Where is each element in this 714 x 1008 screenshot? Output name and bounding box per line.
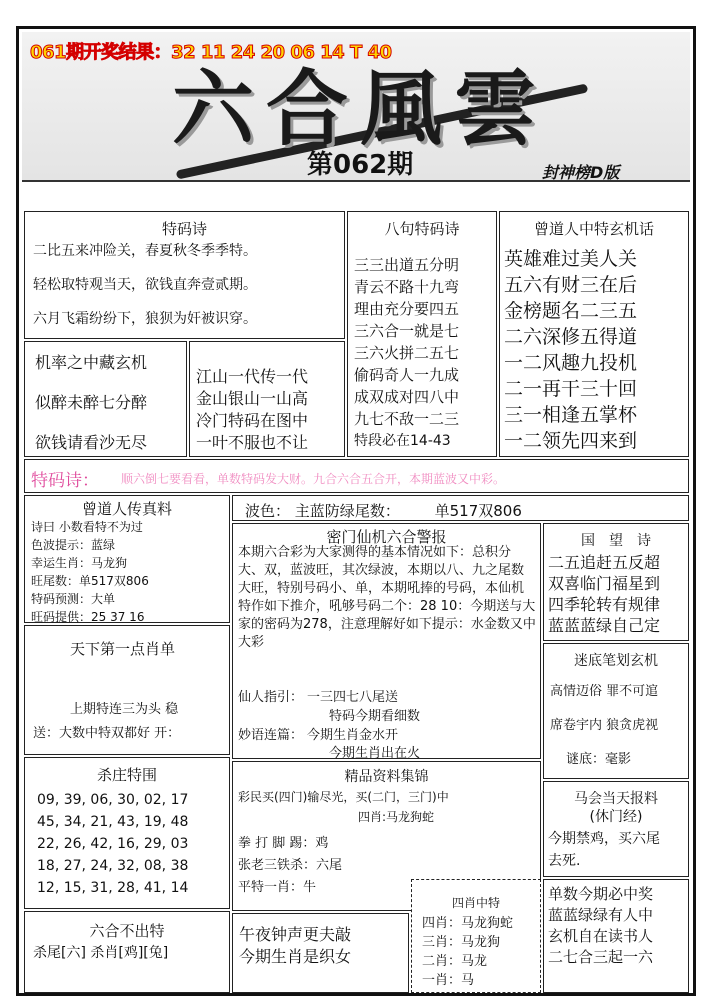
mahui-line: 今期禁鸡，买六尾 [548,831,660,847]
tema-shi-line: 六月飞霜纷纷下，狼狈为奸被识穿。 [33,311,257,327]
tianxia-line: 上期特连三为头 稳 [70,702,179,717]
mahui-box [543,781,689,877]
guowang-line: 蓝蓝蓝绿自己定 [548,616,661,635]
mahui-subtitle: (休门经) [589,809,643,825]
baju-line: 三三出道五分明 [354,256,460,274]
baju-line: 三六合一就是七 [354,322,460,340]
danshu-line: 二七合三起一六 [548,948,654,966]
xuanji-line: 一二风趣九投机 [504,352,638,374]
sixiao-row: 一肖：马 [422,973,475,988]
tema-shi-line: 轻松取特观当天，欲钱直奔壹贰期。 [33,277,257,293]
jingpin-line: 张老三铁杀：六尾 [238,858,343,873]
miao-label: 妙语连篇： [238,728,304,743]
sixiao-box [411,879,541,993]
zhiyin-line: 一三四七八尾送 [307,690,399,705]
mahui-title: 马会当天报料 [574,791,658,807]
left-poem-line: 似醉未醉七分醉 [35,393,148,412]
miao-line: 今期生肖金水开 [307,728,399,743]
zengdao-value: 大单 [91,592,116,606]
midi-title: 迷底笔划玄机 [574,653,658,669]
mimen-box [232,523,541,759]
shazhuang-row: 45, 34, 21, 43, 19, 48 [37,814,189,830]
tianxia-line: 送：大数中特双都好 开： [33,726,181,741]
sixiao-title: 四肖中特 [451,896,500,910]
sixiao-row: 二肖：马龙 [422,954,488,969]
baju-line: 三六火拼二五七 [354,344,460,362]
zengdao-key: 旺尾数： [31,574,80,588]
mimen-body: 本期六合彩为大家测得的基本情况如下：总积分大、双，蓝波旺，其次绿波，本期以八、九之尾数大旺，特别号码小、单，本期吼捧的号码，本仙机特作如下推介，吼够号码二个：28 10：今期送与大家的密码为278，注意理解好如下提示：水金数又中大彩 [238,545,536,650]
tema-banner [24,459,689,493]
midi-box [543,643,689,779]
baju-line: 特段必在14-43 [354,433,451,449]
jingpin-title: 精品资料集锦 [344,769,429,785]
midi-answer-label: 谜底： [566,752,606,767]
midi-line: 席卷宇内 狼贪虎视 [550,718,659,733]
wuye-line: 今期生肖是织女 [239,947,352,966]
left-poem-line: 欲钱请看沙无尽 [35,433,148,452]
tianxia-box [24,625,230,755]
mid-poem-line: 冷门特码在图中 [196,411,309,430]
shazhuang-row: 12, 15, 31, 28, 41, 14 [37,880,189,896]
sixiao-row: 四肖：马龙狗蛇 [422,916,514,931]
mid-poem-line: 一叶不服也不让 [196,433,309,452]
mahui-line: 去死. [548,853,581,869]
xuanji-line: 一二领先四来到 [504,430,638,452]
issue-number: 第062期 [307,150,414,180]
xuanji-line: 五六有财三在后 [504,274,638,296]
zhiyin-label: 仙人指引： [238,690,304,705]
logo-title: 六合風雲 [172,61,549,157]
zengdao-key: 幸运生肖： [31,556,92,570]
zhiyin-line: 特码今期看细数 [329,709,421,724]
jingpin-line: 彩民买(四门)输尽光，买(二门，三门)中 [238,790,449,804]
danshu-line: 玄机自在读书人 [548,927,654,945]
buchu-text: 杀尾[六] 杀肖[鸡][兔] [33,945,169,961]
page-frame [16,26,696,996]
tema-banner-text: 顺六倒七要看看，单数特码发大财。九合六合五合开，本期蓝波又中彩。 [121,472,506,486]
tema-shi-title: 特码诗 [161,220,207,238]
baju-line: 九七不敌一二三 [354,410,460,428]
shazhuang-box [24,757,230,909]
bose-value: 主蓝防绿 [294,502,355,520]
shazhuang-row: 18, 27, 24, 32, 08, 38 [37,858,189,874]
guowang-line: 四季轮转有规律 [548,595,661,614]
mid-poem-box [189,341,345,457]
left-poem-box [24,341,187,457]
xuanji-line: 二六深修五得道 [504,326,638,348]
tema-banner-label: 特码诗： [31,471,99,491]
zengdao-box [24,495,230,623]
shazhuang-row: 22, 26, 42, 16, 29, 03 [37,836,189,852]
baju-line: 偷码奇人一九成 [354,366,460,384]
mid-poem-line: 金山银山一山高 [196,389,309,408]
sixiao-row: 三肖：马龙狗 [422,935,501,950]
zengdao-value: 马龙狗 [91,556,128,570]
xuanji-line: 三一相逢五掌杯 [504,404,638,426]
jingpin-line: 平特一肖：牛 [238,880,317,895]
guowang-title: 国 望 诗 [581,533,651,549]
zengdao-value: 小数看特不为过 [58,520,143,534]
xuanji-line: 二一再干三十回 [504,378,638,400]
guowang-line: 双喜临门福星到 [548,574,661,593]
guowang-line: 二五追赶五反超 [548,553,661,572]
wuye-box [232,913,409,993]
wuye-line: 午夜钟声更夫敲 [239,925,352,944]
bose-label: 波色： [245,502,291,520]
zengdao-value: 单517双806 [79,574,149,588]
midi-answer: 毫影 [605,752,632,767]
baju-box [347,211,497,457]
shazhuang-row: 09, 39, 06, 30, 02, 17 [37,792,189,808]
shazhuang-title: 杀庄特围 [96,766,157,784]
baju-title: 八句特码诗 [384,220,460,238]
danshu-box [543,879,689,993]
buchu-box [24,911,230,993]
baju-line: 青云不路十九弯 [354,278,460,296]
weishu-label: 尾数： [354,502,400,520]
jingpin-line: 拳 打 脚 踢：鸡 [238,836,329,851]
zengdao-title: 曾道人传真料 [81,500,172,518]
mid-poem-line: 江山一代传一代 [196,367,309,386]
bose-bar [232,495,689,521]
xuanji-line: 英雄难过美人关 [504,248,638,270]
tema-shi-line: 二比五来冲险关，春夏秋冬季季特。 [33,243,257,259]
miao-line: 今期生肖出在火 [329,746,421,761]
guowang-box [543,523,689,641]
baju-line: 成双成对四八中 [354,388,460,406]
header-banner [22,32,690,182]
zengdao-key: 特码预测： [31,592,92,606]
zengdao-key: 诗曰 [31,520,56,534]
xuanji-box [499,211,689,457]
zengdao-key: 色波提示： [31,538,92,552]
danshu-line: 蓝蓝绿绿有人中 [548,906,654,924]
jingpin-line: 四肖:马龙狗蛇 [358,810,435,824]
zengdao-value: 25 37 16 [91,610,145,624]
buchu-title: 六合不出特 [89,922,165,940]
midi-line: 高情迈俗 罪不可逭 [550,684,659,699]
baju-line: 理由充分要四五 [354,300,460,318]
xuanji-line: 金榜题名二三五 [504,300,638,322]
tianxia-title: 天下第一点肖单 [70,640,176,658]
danshu-line: 单数今期必中奖 [548,885,654,903]
zengdao-key: 旺码提供： [31,610,92,624]
left-poem-line: 机率之中藏玄机 [35,353,148,372]
edition-label: 封神榜D版 [542,163,620,182]
weishu-value: 单517双806 [434,502,522,520]
mimen-title: 密门仙机六合警报 [326,528,447,546]
tema-shi-box [24,211,345,339]
zengdao-value: 蓝绿 [91,538,116,552]
top-result: 061期开奖结果：32 11 24 20 06 14 T 40 [30,42,392,63]
xuanji-title: 曾道人中特玄机话 [533,220,654,238]
